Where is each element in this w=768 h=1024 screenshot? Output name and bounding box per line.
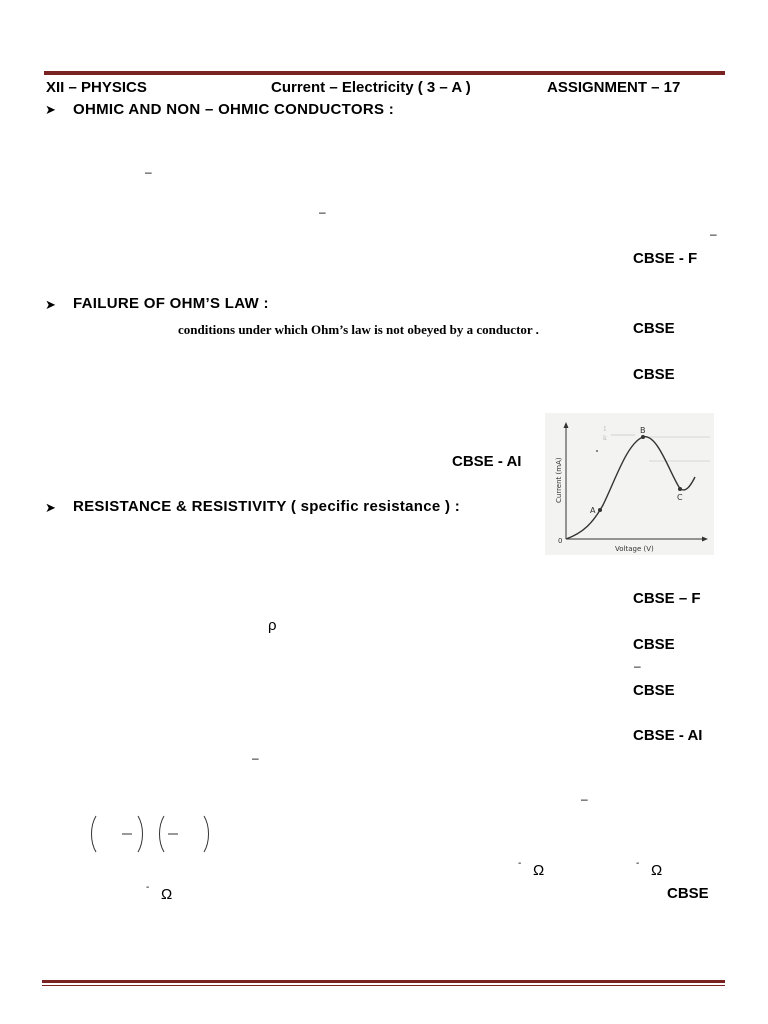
iv-graph (545, 413, 714, 555)
minus-superscript: - (518, 858, 522, 869)
fraction-dash: – (252, 751, 259, 765)
point-a-marker (598, 508, 602, 512)
svg-text:k: k (603, 435, 607, 442)
point-c-marker (678, 487, 682, 491)
header-assignment: ASSIGNMENT – 17 (547, 79, 681, 96)
fraction-dash: – (581, 792, 588, 806)
cbse-tag: CBSE (633, 366, 675, 383)
ohm-symbol: Ω (651, 862, 663, 879)
section-heading-resistance: RESISTANCE & RESISTIVITY ( specific resistance ) : (73, 498, 461, 515)
fraction-dash: – (145, 165, 152, 179)
point-c-label: C (677, 493, 683, 502)
bullet-arrow-icon: ➤ (45, 297, 56, 312)
x-axis-label: Voltage (V) (615, 545, 654, 553)
cbse-tag: CBSE - AI (633, 727, 703, 744)
header-class: XII – PHYSICS (46, 79, 147, 96)
svg-text:1: 1 (603, 426, 607, 433)
section-heading-ohmic: OHMIC AND NON – OHMIC CONDUCTORS : (73, 101, 395, 118)
parenthesis-expression (88, 812, 218, 856)
cbse-tag: CBSE (633, 636, 675, 653)
cbse-tag: CBSE - F (633, 250, 698, 267)
bullet-arrow-icon: ➤ (45, 500, 56, 515)
footer-rule (42, 980, 725, 983)
cbse-tag: CBSE (633, 320, 675, 337)
minus-superscript: - (146, 882, 150, 893)
header-chapter: Current – Electricity ( 3 – A ) (271, 79, 471, 96)
fraction-dash: – (710, 227, 717, 241)
footer-rule-thin (42, 985, 725, 986)
ohm-symbol: Ω (533, 862, 545, 879)
cbse-tag: CBSE (633, 682, 675, 699)
fraction-dash: – (319, 205, 326, 219)
cbse-tag: CBSE (667, 885, 709, 902)
header-top-rule (44, 71, 725, 75)
minus-superscript: - (636, 858, 640, 869)
fraction-dash: – (634, 659, 641, 673)
ohm-symbol: Ω (161, 886, 173, 903)
rho-symbol: ρ (268, 617, 277, 634)
cbse-tag: CBSE - AI (452, 453, 522, 470)
bullet-arrow-icon: ➤ (45, 102, 56, 117)
point-b-marker (641, 435, 645, 439)
iv-curve (566, 437, 695, 539)
origin-label: 0 (558, 537, 563, 545)
point-b-label: B (640, 426, 646, 435)
y-axis-label: Current (mA) (555, 457, 563, 503)
iv-graph-figure (545, 413, 714, 555)
failure-question-text: conditions under which Ohm’s law is not obeyed by a conductor . (178, 322, 539, 337)
section-heading-failure: FAILURE OF OHM’S LAW : (73, 295, 269, 312)
point-a-label: A (590, 506, 596, 515)
cbse-tag: CBSE – F (633, 590, 701, 607)
